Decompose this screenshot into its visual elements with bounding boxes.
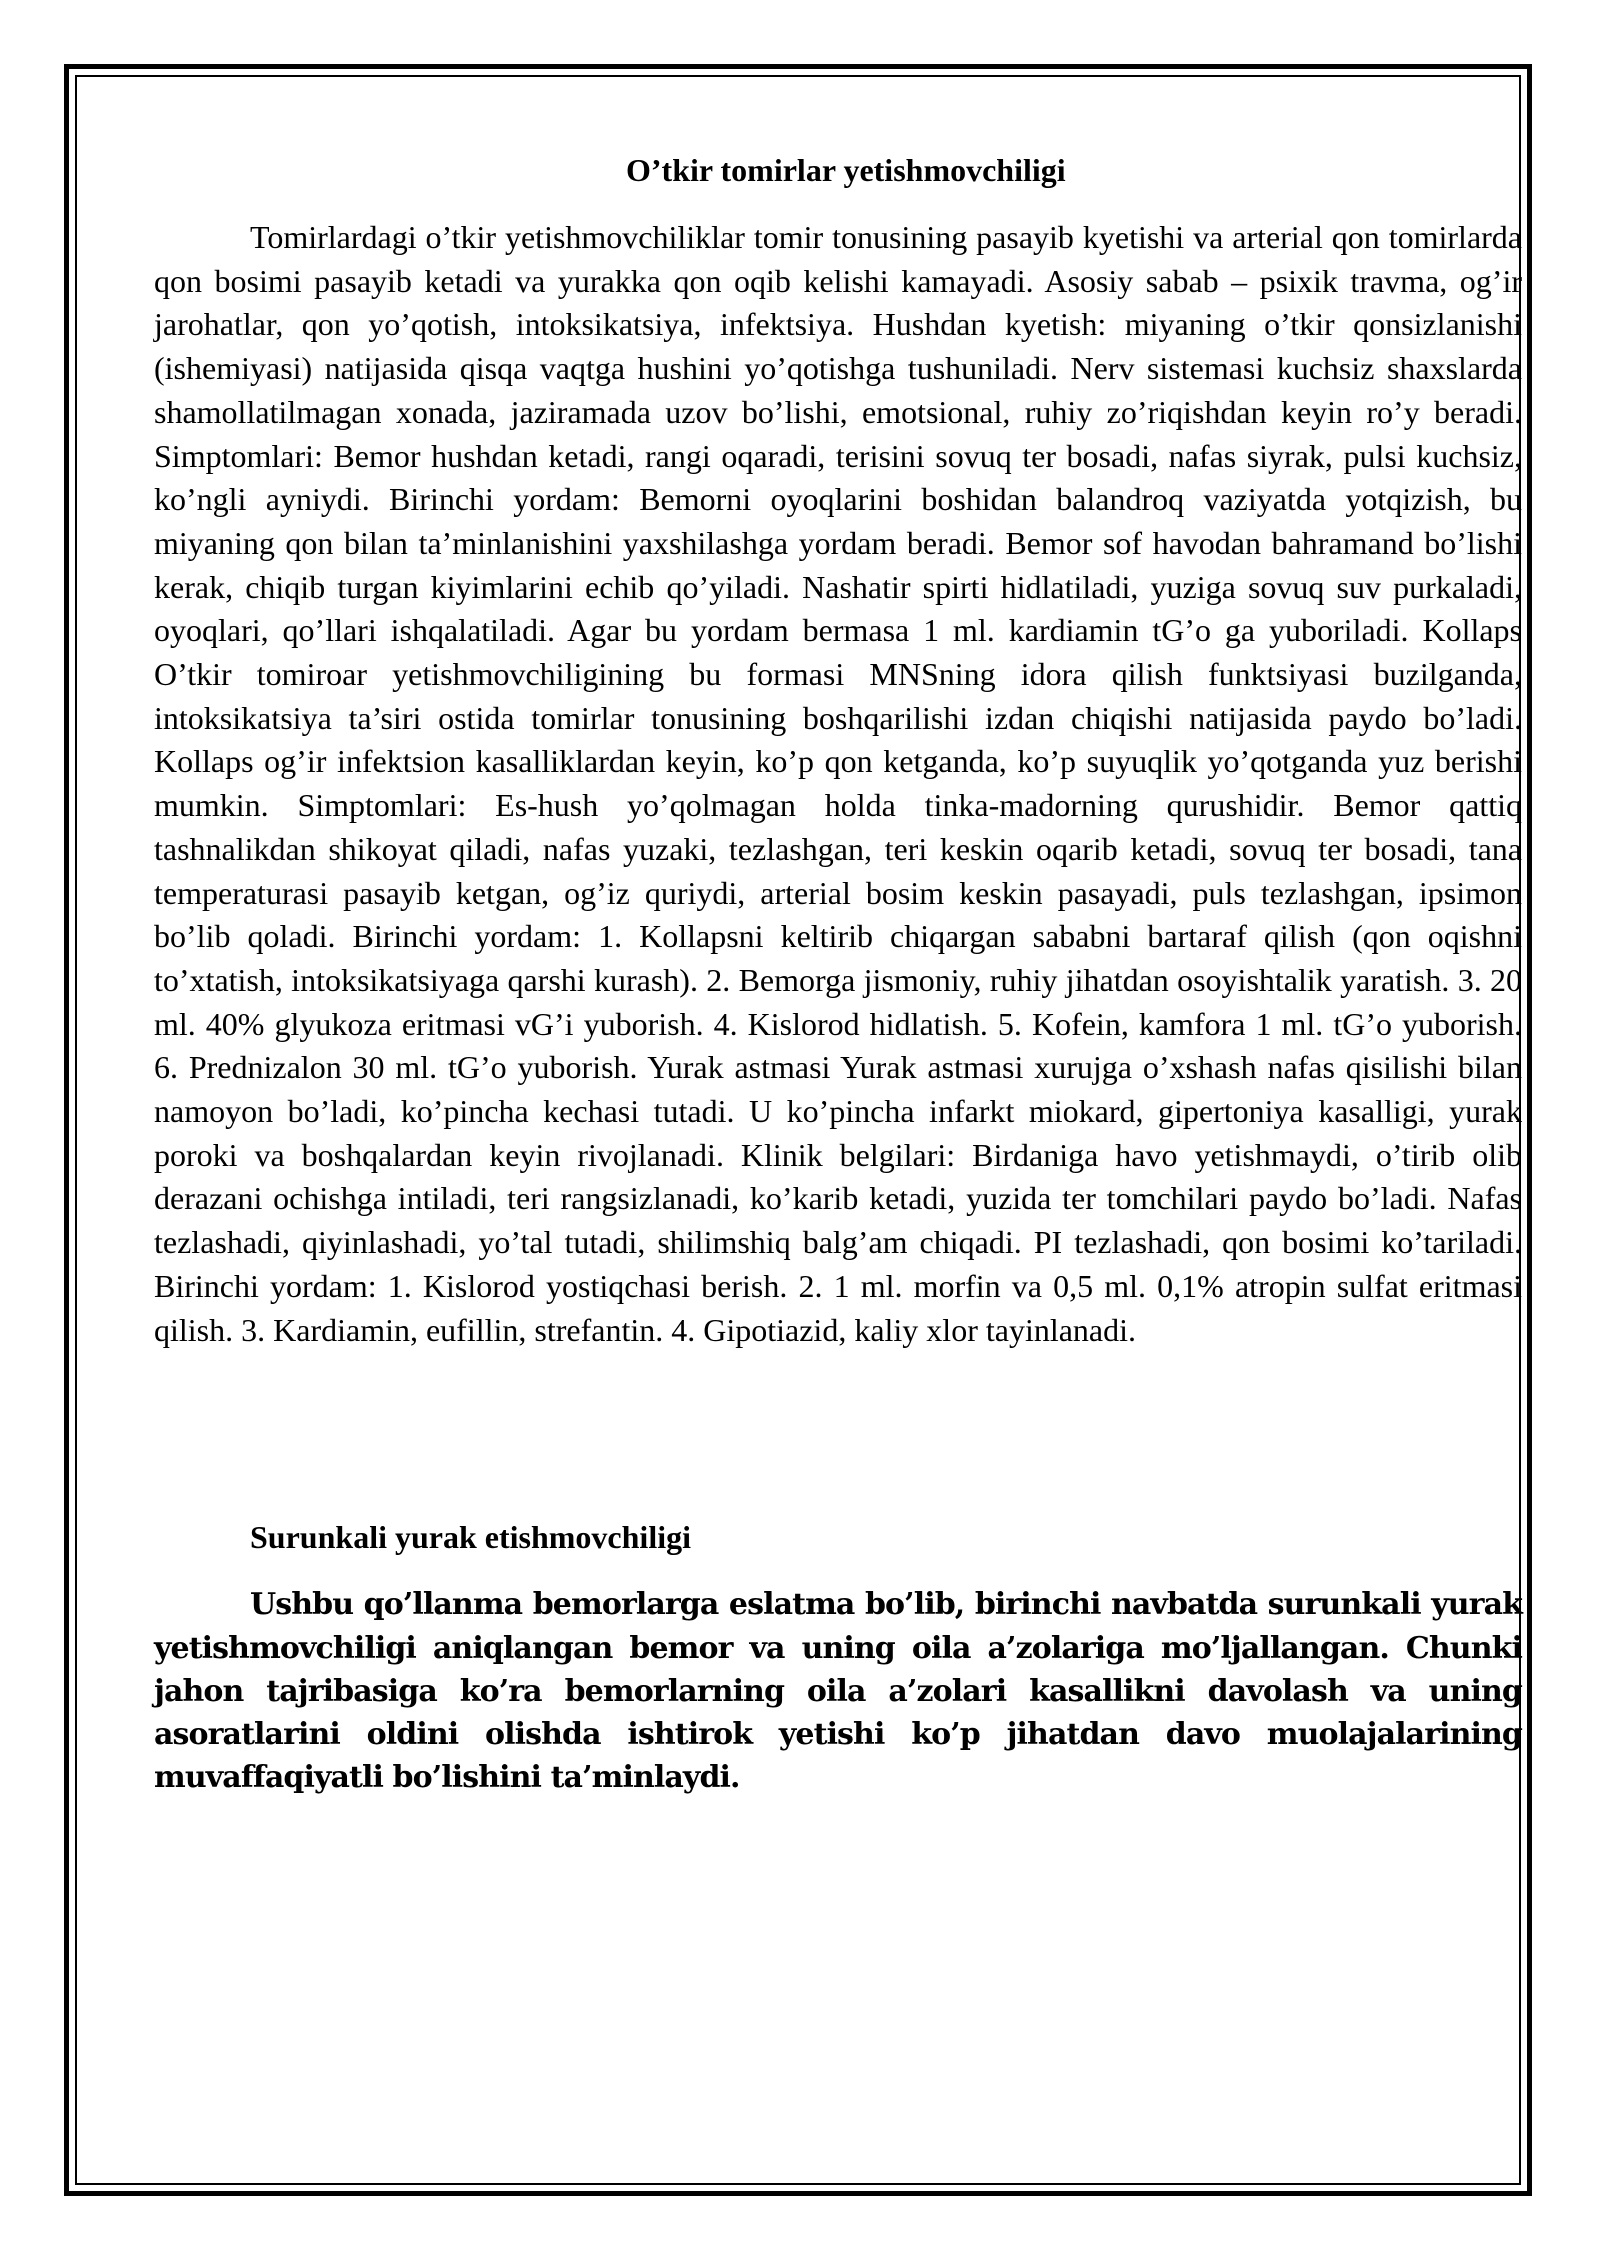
main-paragraph: Tomirlardagi o’tkir yetishmovchiliklar tomir tonusining pasayib kyetishi va arterial qon tomirlarda qon bosimi pasayib ketadi va yurakka qon oqib kelishi kamayadi. Asosiy sabab – psixik travma, og’ir jarohatlar, qon yo’qotish, intoksikatsiya, infektsiya. Hushdan kyetish: miyaning o’tkir qonsizlanishi (ishemiyasi) natijasida qisqa vaqtga hushini yo’qotishga tushuniladi. Nerv sistemasi kuchsiz shaxslarda shamollatilmagan xonada, jaziramada uzov bo’lishi, emotsional, ruhiy zo’riqishdan keyin ro’y beradi. Simptomlari: Bemor hushdan ketadi, rangi oqaradi, terisini sovuq ter bosadi, nafas siyrak, pulsi kuchsiz, ko’ngli ayniydi. Birinchi yordam: Bemorni oyoqlarini boshidan balandroq vaziyatda yotqizish, bu miyaning qon bilan ta’minlanishini yaxshilashga yordam beradi. Bemor sof havodan bahramand bo’lishi kerak, chiqib turgan kiyimlarini echib qo’yiladi. Nashatir spirti hidlatiladi, yuziga sovuq suv purkaladi, oyoqlari, qo’llari ishqalatiladi. Agar bu yordam bermasa 1 ml. kardiamin tG’o ga yuboriladi. Kollaps O’tkir tomiroar yetishmovchiligining bu formasi MNSning idora qilish funktsiyasi buzilganda, intoksikatsiya ta’siri ostida tomirlar tonusining boshqarilishi izdan chiqishi natijasida paydo bo’ladi. Kollaps og’ir infektsion kasalliklardan keyin, ko’p qon ketganda, ko’p suyuqlik yo’qotganda yuz berishi mumkin. Simptomlari: Es-hush yo’qolmagan holda tinka-madorning qurushidir. Bemor qattiq tashnalikdan shikoyat qiladi, nafas yuzaki, tezlashgan, teri keskin oqarib ketadi, sovuq ter bosadi, tana temperaturasi pasayib ketgan, og’iz quriydi, arterial bosim keskin pasayadi, puls tezlashgan, ipsimon bo’lib qoladi. Birinchi yordam: 1. Kollapsni keltirib chiqargan sababni bartaraf qilish (qon oqishni to’xtatish, intoksikatsiyaga qarshi kurash). 2. Bemorga jismoniy, ruhiy jihatdan osoyishtalik yaratish. 3. 20 ml. 40% glyukoza eritmasi vG’i yuborish. 4. Kislorod hidlatish. 5. Kofein, kamfora 1 ml. tG’o yuborish. 6. Prednizalon 30 ml. tG’o yuborish. Yurak astmasi Yurak astmasi xurujga o’xshash nafas qisilishi bilan namoyon bo’ladi, ko’pincha kechasi tutadi. U ko’pincha infarkt miokard, gipertoniya kasalligi, yurak poroki va boshqalardan keyin rivojlanadi. Klinik belgilari: Birdaniga havo yetishmaydi, o’tirib olib derazani ochishga intiladi, teri rangsizlanadi, ko’karib ketadi, yuzida ter tomchilari paydo bo’ladi. Nafas tezlashadi, qiyinlashadi, yo’tal tutadi, shilimshiq balg’am chiqadi. PI tezlashadi, qon bosimi ko’tariladi. Birinchi yordam: 1. Kislorod yostiqchasi berish. 2. 1 ml. morfin va 0,5 ml. 0,1% atropin sulfat eritmasi qilish. 3. Kardiamin, eufillin, strefantin. 4. Gipotiazid, kaliy xlor tayinlanadi. [154,219,1522,1348]
section-heading: Surunkali yurak etishmovchiligi [250,1519,691,1556]
section-paragraph: Ushbu qo’llanma bemorlarga eslatma bo’lib, birinchi navbatda surunkali yurak yetishmovchiligi aniqlangan bemor va uning oila a’zolariga mo’ljallangan. Chunki jahon tajribasiga ko’ra bemorlarning oila a’zolari kasallikni davolash va uning asoratlarini oldini olishda ishtirok yetishi ko’p jihatdan davo muolajalarining muvaffaqiyatli bo’lishini ta’minlaydi. [154,1587,1522,1796]
document-body [154,150,1522,1800]
document-title: O’tkir tomirlar yetishmovchiligi [626,152,1066,188]
